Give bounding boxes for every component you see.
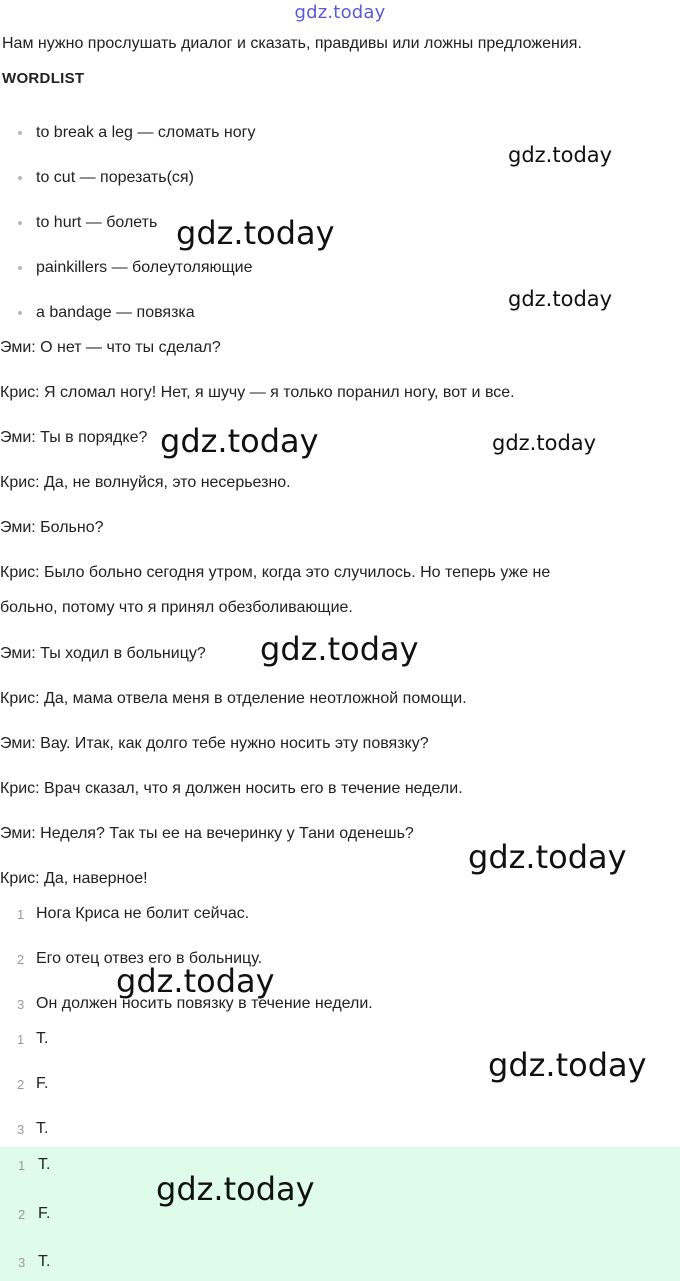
bullet-dot-icon bbox=[18, 176, 22, 180]
bullet-dot-icon bbox=[18, 266, 22, 270]
dialogue-line: Крис: Было больно сегодня утром, когда это случилось. Но теперь уже не bbox=[0, 564, 551, 581]
dialogue-line: Эми: О нет — что ты сделал? bbox=[0, 339, 221, 356]
top-watermark: gdz.today bbox=[294, 2, 386, 23]
wordlist-item: to cut — порезать(ся) bbox=[36, 169, 194, 186]
watermark: gdz.today bbox=[488, 1046, 647, 1084]
statement-text: Нога Криса не болит сейчас. bbox=[36, 905, 250, 922]
watermark: gdz.today bbox=[508, 287, 613, 311]
statement-number: 2 bbox=[17, 952, 25, 967]
wordlist-item: to break a leg — сломать ногу bbox=[36, 124, 256, 141]
bullet-dot-icon bbox=[18, 311, 22, 315]
dialogue-line: Эми: Неделя? Так ты ее на вечеринку у Тани оденешь? bbox=[0, 825, 414, 842]
answer-text: T. bbox=[36, 1120, 49, 1137]
answer-text: F. bbox=[38, 1205, 51, 1222]
watermark: gdz.today bbox=[260, 630, 419, 668]
answer-number: 3 bbox=[17, 1122, 25, 1137]
watermark: gdz.today bbox=[116, 962, 275, 1000]
statement-text: Его отец отвез его в больницу. bbox=[36, 950, 263, 967]
dialogue-line: больно, потому что я принял обезболивающие. bbox=[0, 599, 353, 616]
dialogue-line: Эми: Ты ходил в больницу? bbox=[0, 645, 206, 662]
wordlist-item: to hurt — болеть bbox=[36, 214, 158, 231]
wordlist-item: painkillers — болеутоляющие bbox=[36, 259, 253, 276]
answer-number: 3 bbox=[18, 1255, 26, 1270]
answer-text: T. bbox=[38, 1253, 51, 1270]
dialogue-line: Крис: Да, не волнуйся, это несерьезно. bbox=[0, 474, 291, 491]
answer-box bbox=[0, 1147, 680, 1281]
dialogue-line: Эми: Больно? bbox=[0, 519, 104, 536]
bullet-dot-icon bbox=[18, 131, 22, 135]
dialogue-line: Эми: Вау. Итак, как долго тебе нужно носить эту повязку? bbox=[0, 735, 429, 752]
answer-text: T. bbox=[38, 1156, 51, 1173]
watermark: gdz.today bbox=[156, 1170, 315, 1208]
watermark: gdz.today bbox=[468, 838, 627, 876]
wordlist-item: a bandage — повязка bbox=[36, 304, 195, 321]
watermark: gdz.today bbox=[160, 422, 319, 460]
wordlist-heading: WORDLIST bbox=[2, 70, 85, 87]
watermark: gdz.today bbox=[508, 143, 613, 167]
statement-number: 1 bbox=[17, 907, 25, 922]
dialogue-line: Крис: Да, мама отвела меня в отделение неотложной помощи. bbox=[0, 690, 467, 707]
answer-number: 2 bbox=[18, 1207, 26, 1222]
dialogue-line: Эми: Ты в порядке? bbox=[0, 429, 148, 446]
watermark: gdz.today bbox=[492, 431, 597, 455]
answer-text: T. bbox=[36, 1030, 49, 1047]
statement-number: 3 bbox=[17, 997, 25, 1012]
dialogue-line: Крис: Врач сказал, что я должен носить его в течение недели. bbox=[0, 780, 463, 797]
dialogue-line: Крис: Да, наверное! bbox=[0, 870, 148, 887]
statement-text: Он должен носить повязку в течение недели. bbox=[36, 995, 373, 1012]
watermark: gdz.today bbox=[176, 214, 335, 252]
task-instruction: Нам нужно прослушать диалог и сказать, правдивы или ложны предложения. bbox=[2, 35, 582, 52]
answer-number: 1 bbox=[18, 1158, 26, 1173]
answer-number: 2 bbox=[17, 1077, 25, 1092]
bullet-dot-icon bbox=[18, 221, 22, 225]
dialogue-line: Крис: Я сломал ногу! Нет, я шучу — я только поранил ногу, вот и все. bbox=[0, 384, 515, 401]
answer-number: 1 bbox=[17, 1032, 25, 1047]
answer-text: F. bbox=[36, 1075, 49, 1092]
